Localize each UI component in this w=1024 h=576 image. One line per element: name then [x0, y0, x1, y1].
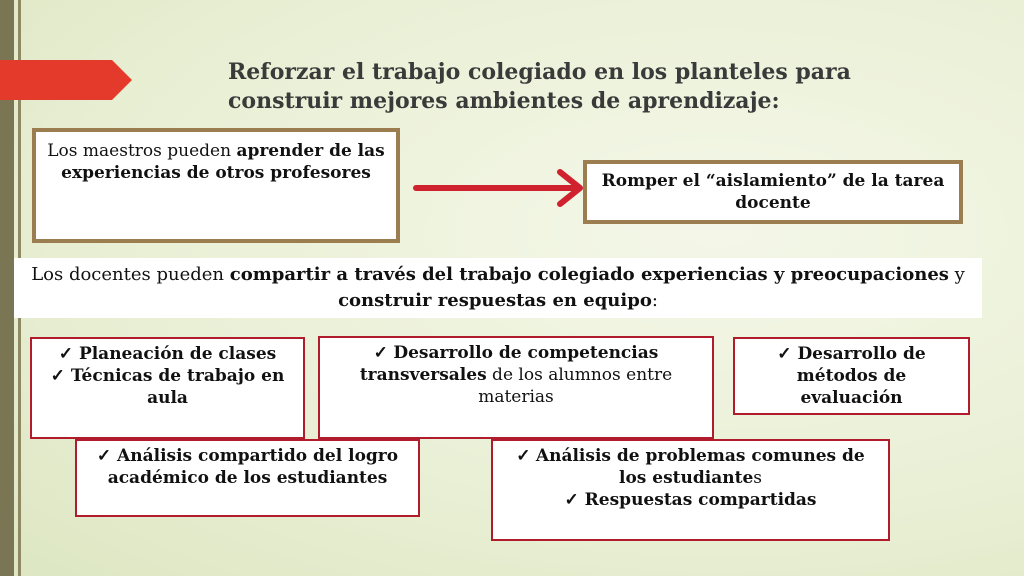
planeacion-item2-text: Técnicas de trabajo en aula — [70, 366, 285, 408]
band-docentes — [14, 258, 982, 318]
box-romper — [583, 160, 963, 224]
planeacion-item1 — [38, 343, 297, 365]
maestros-bold: aprender de las experiencias de otros profesores — [61, 141, 385, 183]
box-problemas — [491, 439, 890, 541]
band-mid: y — [948, 264, 965, 285]
planeacion-item1-text: Planeación de clases — [78, 344, 277, 364]
problemas-item2 — [503, 489, 878, 511]
competencias-rest: de los alumnos entre materias — [478, 365, 673, 407]
box-planeacion — [30, 337, 305, 439]
competencias-bold: Desarrollo de competencias transversales — [359, 343, 659, 385]
problemas-bold: Análisis de problemas comunes de los estudiante — [535, 446, 865, 488]
check-icon: ✓ — [373, 343, 388, 363]
problemas-rest: s — [753, 468, 762, 488]
check-icon: ✓ — [777, 344, 792, 364]
box-competencias — [318, 336, 714, 439]
box-maestros — [32, 128, 400, 243]
band-end: : — [651, 290, 658, 311]
box-metodos — [733, 337, 970, 415]
planeacion-item2 — [38, 365, 297, 409]
check-icon: ✓ — [564, 490, 579, 510]
band-pre: Los docentes pueden — [31, 264, 230, 285]
slide-title — [228, 58, 928, 116]
metodos-item1-text: Desarrollo de métodos de evaluación — [796, 344, 926, 408]
check-icon: ✓ — [50, 366, 65, 386]
box-analisis-logro — [75, 439, 420, 517]
band-bold2: construir respuestas en equipo — [338, 290, 652, 311]
romper-text: Romper el “aislamiento” de la tarea docente — [601, 171, 945, 213]
red-flag-arrow — [0, 60, 132, 100]
maestros-text: Los maestros pueden — [47, 141, 237, 161]
metodos-item1 — [755, 343, 948, 409]
logro-item1 — [87, 445, 408, 489]
check-icon: ✓ — [516, 446, 531, 466]
title-line2: construir mejores ambientes de aprendizaje: — [228, 88, 780, 114]
check-icon: ✓ — [58, 344, 74, 364]
problemas-item2-text: Respuestas compartidas — [584, 490, 817, 510]
check-icon: ✓ — [96, 446, 112, 466]
problemas-item1 — [503, 445, 878, 489]
title-line1: Reforzar el trabajo colegiado en los planteles para — [228, 59, 851, 85]
red-arrow-right — [412, 168, 588, 208]
band-bold1: compartir a través del trabajo colegiado experiencias y preocupaciones — [229, 264, 949, 285]
logro-item1-text: Análisis compartido del logro académico de los estudiantes — [107, 446, 399, 488]
